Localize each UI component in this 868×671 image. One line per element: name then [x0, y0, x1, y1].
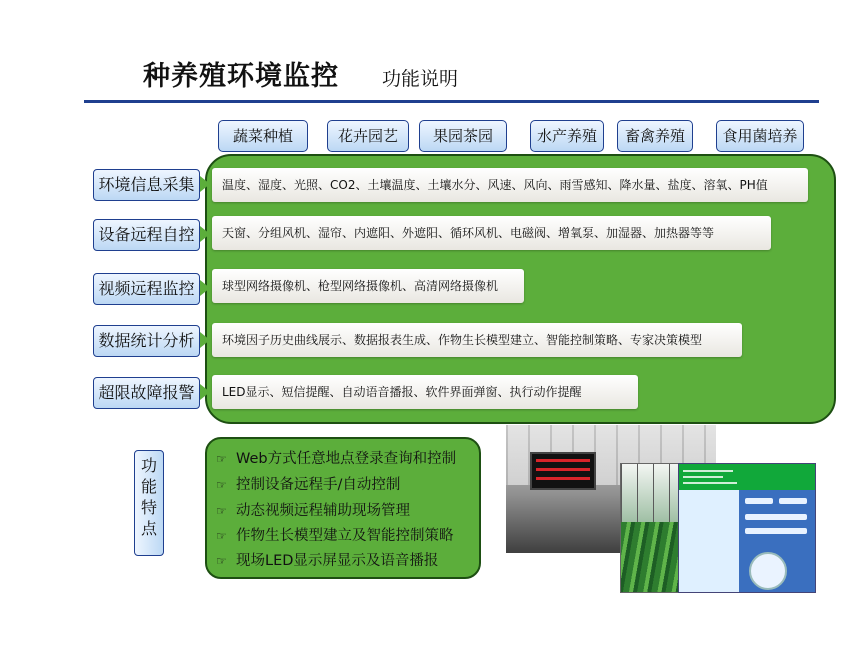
pointing-hand-icon: ☞: [216, 554, 227, 568]
pointing-hand-icon: ☞: [216, 529, 227, 543]
led-display-screen: [530, 452, 596, 490]
data-statistics-text: 环境因子历史曲线展示、数据报表生成、作物生长模型建立、智能控制策略、专家决策模型: [212, 323, 742, 357]
arrow-icon: [200, 332, 210, 348]
label-remote-device-control: 设备远程自控: [93, 219, 200, 251]
label-data-statistics: 数据统计分析: [93, 325, 200, 357]
arrow-icon: [200, 280, 210, 296]
page-title: 种养殖环境监控: [143, 61, 339, 92]
label-video-monitoring: 视频远程监控: [93, 273, 200, 305]
overlimit-alarm-text: LED显示、短信提醒、自动语音播报、软件界面弹窗、执行动作提醒: [212, 375, 638, 409]
tab-aquaculture[interactable]: 水产养殖: [530, 120, 604, 152]
tab-flower-horticulture[interactable]: 花卉园艺: [327, 120, 409, 152]
arrow-icon: [200, 226, 210, 242]
label-overlimit-alarm: 超限故障报警: [93, 377, 200, 409]
feature-item: ☞ 动态视频远程辅助现场管理: [216, 503, 410, 519]
pointing-hand-icon: ☞: [216, 452, 227, 466]
tab-edible-fungus[interactable]: 食用菌培养: [716, 120, 804, 152]
feature-item: ☞ 作物生长模型建立及智能控制策略: [216, 528, 454, 544]
feature-item: ☞ 控制设备远程手/自动控制: [216, 477, 401, 493]
title-divider: [84, 100, 819, 103]
arrow-icon: [200, 176, 210, 192]
label-environment-collection: 环境信息采集: [93, 169, 200, 201]
video-monitoring-text: 球型网络摄像机、枪型网络摄像机、高清网络摄像机: [212, 269, 524, 303]
pointing-hand-icon: ☞: [216, 504, 227, 518]
tab-vegetable-planting[interactable]: 蔬菜种植: [218, 120, 308, 152]
pointing-hand-icon: ☞: [216, 478, 227, 492]
control-dial-icon: [749, 552, 787, 590]
arrow-icon: [200, 384, 210, 400]
feature-item: ☞ Web方式任意地点登录查询和控制: [216, 451, 457, 467]
remote-device-control-text: 天窗、分组风机、湿帘、内遮阳、外遮阳、循环风机、电磁阀、增氧泵、加湿器、加热器等等: [212, 216, 771, 250]
tab-orchard-tea-garden[interactable]: 果园茶园: [419, 120, 507, 152]
page-subtitle: 功能说明: [382, 68, 459, 90]
environment-collection-text: 温度、湿度、光照、CO2、土壤温度、土壤水分、风速、风向、雨雪感知、降水量、盐度、溶氧、PH值: [212, 168, 808, 202]
features-label: 功 能 特 点: [134, 450, 164, 556]
feature-item: ☞ 现场LED显示屏显示及语音播报: [216, 553, 439, 569]
tab-livestock-poultry[interactable]: 畜禽养殖: [617, 120, 693, 152]
control-software-screenshot: [678, 463, 816, 593]
